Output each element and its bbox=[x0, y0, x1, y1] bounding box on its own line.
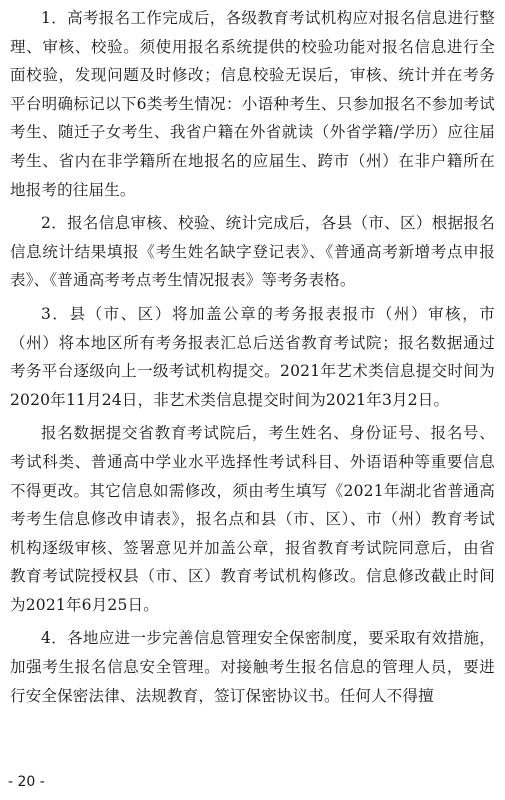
paragraph-1: 1．高考报名工作完成后，各级教育考试机构应对报名信息进行整理、审核、校验。须使用报名系统提供的校验功能对报名信息进行全面校验，发现问题及时修改；信息校验无误后，审核、统计并在考务平台明确标记以下6类考生情况：小语种考生、只参加报名不参加考试考生、随迁子女考生、我省户籍在外省就读（外省学籍/学历）应往届考生、省内在非学籍所在地报名的应届生、跨市（州）在非户籍所在地报考的往届生。 bbox=[10, 9, 495, 199]
paragraph-2: 2．报名信息审核、校验、统计完成后，各县（市、区）根据报名信息统计结果填报《考生姓名缺字登记表》、《普通高考新增考点申报表》、《普通高考考点考生情况报表》等考务表格。 bbox=[10, 214, 495, 290]
page-number: - 20 - bbox=[8, 774, 45, 790]
paragraph-3: 3．县（市、区）将加盖公章的考务报表报市（州）审核，市（州）将本地区所有考务报表汇总后送省教育考试院；报名数据通过考务平台逐级向上一级考试机构提交。2021年艺术类信息提交时间为2020年11月24日，非艺术类信息提交时间为2021年3月2日。 bbox=[10, 304, 495, 409]
paragraph-5: 4．各地应进一步完善信息管理安全保密制度，要采取有效措施，加强考生报名信息安全管理。对接触考生报名信息的管理人员，要进行安全保密法律、法规教育，签订保密协议书。任何人不得擅 bbox=[10, 629, 495, 705]
paragraph-4: 报名数据提交省教育考试院后，考生姓名、身份证号、报名号、考试科类、普通高中学业水平选择性考试科目、外语语种等重要信息不得更改。其它信息如需修改，须由考生填写《2021年湖北省普通高考考生信息修改申请表》，报名点和县（市、区）、市（州）教育考试机构逐级审核、签署意见并加盖公章，报省教育考试院同意后，由省教育考试院授权县（市、区）教育考试机构修改。信息修改截止时间为2021年6月25日。 bbox=[10, 424, 495, 614]
